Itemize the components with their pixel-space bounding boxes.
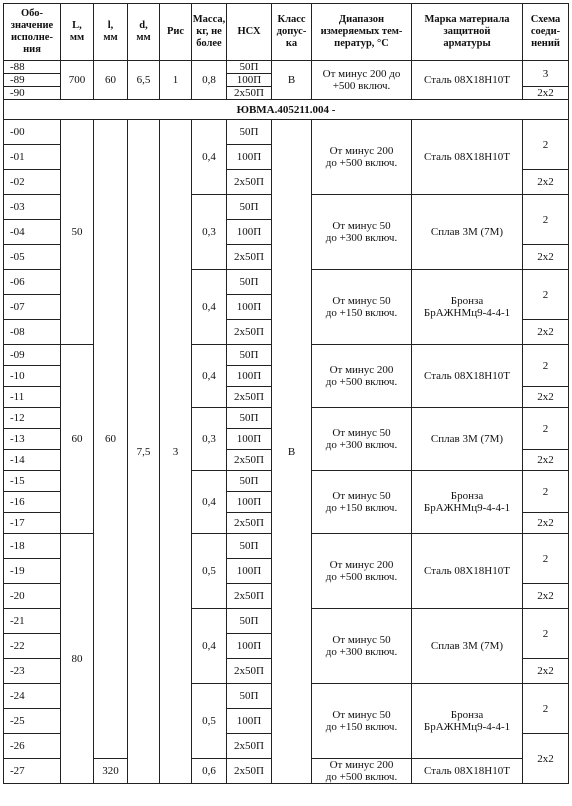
table-row — [4, 120, 569, 145]
d-cell: 6,5 — [128, 61, 160, 100]
code-cell: -04 — [4, 220, 61, 245]
col-header-accuracy-class: Класс допус- ка — [272, 4, 312, 61]
code-cell: -18 — [4, 534, 61, 559]
code-cell: -06 — [4, 270, 61, 295]
L-cell: 50 — [61, 120, 94, 345]
accuracy-class-cell: В — [272, 61, 312, 100]
L-cell: 80 — [61, 534, 94, 784]
col-header-designation: Обо- значение исполне- ния — [4, 4, 61, 61]
scheme-cell: 2x2 — [523, 659, 569, 684]
nsh-cell: 2x50П — [227, 450, 272, 471]
temp-range-cell: От минус 200 до +500 включ. — [312, 759, 412, 784]
scheme-cell: 2 — [523, 684, 569, 734]
code-cell: -21 — [4, 609, 61, 634]
material-cell: Сталь 08Х18Н10Т — [412, 61, 523, 100]
nsh-cell: 50П — [227, 345, 272, 366]
scheme-cell: 2x2 — [523, 387, 569, 408]
l-cell: 320 — [94, 759, 128, 784]
code-cell: -20 — [4, 584, 61, 609]
code-cell: -22 — [4, 634, 61, 659]
scheme-cell: 2x2 — [523, 450, 569, 471]
mass-cell: 0,4 — [192, 120, 227, 195]
col-header-mass: Масса, кг, не более — [192, 4, 227, 61]
temp-range-cell: От минус 200 до +500 включ. — [312, 345, 412, 408]
scheme-cell: 2x2 — [523, 320, 569, 345]
material-cell: Сплав 3М (7М) — [412, 195, 523, 270]
code-cell: -07 — [4, 295, 61, 320]
scheme-cell: 2 — [523, 345, 569, 387]
nsh-cell: 100П — [227, 709, 272, 734]
code-cell: -89 — [4, 74, 61, 87]
spec-table-container — [3, 3, 569, 784]
mass-cell: 0,3 — [192, 408, 227, 471]
nsh-cell: 2x50П — [227, 245, 272, 270]
mass-cell: 0,4 — [192, 345, 227, 408]
material-cell: Бронза БрАЖНМц9-4-4-1 — [412, 471, 523, 534]
temp-range-cell: От минус 50 до +300 включ. — [312, 609, 412, 684]
nsh-cell: 100П — [227, 559, 272, 584]
code-cell: -17 — [4, 513, 61, 534]
accuracy-class-cell: В — [272, 120, 312, 784]
nsh-cell: 100П — [227, 429, 272, 450]
temp-range-cell: От минус 50 до +150 включ. — [312, 270, 412, 345]
code-cell: -25 — [4, 709, 61, 734]
code-cell: -02 — [4, 170, 61, 195]
code-cell: -24 — [4, 684, 61, 709]
code-cell: -23 — [4, 659, 61, 684]
col-header-L: L, мм — [61, 4, 94, 61]
code-cell: -08 — [4, 320, 61, 345]
nsh-cell: 100П — [227, 295, 272, 320]
nsh-cell: 100П — [227, 366, 272, 387]
scheme-cell: 2x2 — [523, 513, 569, 534]
scheme-cell: 2 — [523, 408, 569, 450]
L-cell: 60 — [61, 345, 94, 534]
scheme-cell: 2x2 — [523, 734, 569, 784]
mass-cell: 0,4 — [192, 471, 227, 534]
code-cell: -90 — [4, 87, 61, 100]
col-header-nsh: НСХ — [227, 4, 272, 61]
fig-cell: 1 — [160, 61, 192, 100]
nsh-cell: 2x50П — [227, 659, 272, 684]
nsh-cell: 50П — [227, 120, 272, 145]
scheme-cell: 2 — [523, 609, 569, 659]
col-header-temp-range: Диапазон измеряемых тем- ператур, °С — [312, 4, 412, 61]
code-cell: -00 — [4, 120, 61, 145]
scheme-cell: 2x2 — [523, 584, 569, 609]
temp-range-cell: От минус 50 до +150 включ. — [312, 471, 412, 534]
nsh-cell: 100П — [227, 145, 272, 170]
material-cell: Сталь 08Х18Н10Т — [412, 120, 523, 195]
nsh-cell: 50П — [227, 609, 272, 634]
l-cell: 60 — [94, 61, 128, 100]
nsh-cell: 50П — [227, 534, 272, 559]
nsh-cell: 2x50П — [227, 170, 272, 195]
temp-range-cell: От минус 200 до +500 включ. — [312, 534, 412, 609]
nsh-cell: 100П — [227, 492, 272, 513]
spec-table — [3, 3, 569, 784]
nsh-cell: 2x50П — [227, 87, 272, 100]
code-cell: -15 — [4, 471, 61, 492]
material-cell: Сталь 08Х18Н10Т — [412, 345, 523, 408]
nsh-cell: 2x50П — [227, 759, 272, 784]
col-header-d: d, мм — [128, 4, 160, 61]
nsh-cell: 50П — [227, 195, 272, 220]
material-cell: Сталь 08Х18Н10Т — [412, 759, 523, 784]
group-title: ЮВМА.405211.004 - — [4, 100, 569, 120]
material-cell: Сталь 08Х18Н10Т — [412, 534, 523, 609]
nsh-cell: 50П — [227, 408, 272, 429]
scheme-cell: 2x2 — [523, 87, 569, 100]
code-cell: -16 — [4, 492, 61, 513]
temp-range-cell: От минус 200 до +500 включ. — [312, 120, 412, 195]
col-header-material: Марка материала защитной арматуры — [412, 4, 523, 61]
code-cell: -11 — [4, 387, 61, 408]
fig-cell: 3 — [160, 120, 192, 784]
temp-range-cell: От минус 50 до +300 включ. — [312, 408, 412, 471]
nsh-cell: 50П — [227, 471, 272, 492]
code-cell: -09 — [4, 345, 61, 366]
code-cell: -88 — [4, 61, 61, 74]
temp-range-cell: От минус 50 до +150 включ. — [312, 684, 412, 759]
table-row — [4, 61, 569, 74]
scheme-cell: 2 — [523, 270, 569, 320]
scheme-cell: 2x2 — [523, 170, 569, 195]
material-cell: Бронза БрАЖНМц9-4-4-1 — [412, 270, 523, 345]
col-header-scheme: Схема соеди- нений — [523, 4, 569, 61]
nsh-cell: 2x50П — [227, 387, 272, 408]
group-title-row — [4, 100, 569, 120]
material-cell: Сплав 3М (7М) — [412, 408, 523, 471]
code-cell: -05 — [4, 245, 61, 270]
code-cell: -26 — [4, 734, 61, 759]
L-cell: 700 — [61, 61, 94, 100]
code-cell: -01 — [4, 145, 61, 170]
material-cell: Бронза БрАЖНМц9-4-4-1 — [412, 684, 523, 759]
nsh-cell: 2x50П — [227, 734, 272, 759]
nsh-cell: 100П — [227, 634, 272, 659]
nsh-cell: 50П — [227, 684, 272, 709]
scheme-cell: 2 — [523, 120, 569, 170]
nsh-cell: 2x50П — [227, 513, 272, 534]
mass-cell: 0,4 — [192, 270, 227, 345]
nsh-cell: 2x50П — [227, 320, 272, 345]
material-cell: Сплав 3М (7М) — [412, 609, 523, 684]
col-header-l: l, мм — [94, 4, 128, 61]
scheme-cell: 2x2 — [523, 245, 569, 270]
d-cell: 7,5 — [128, 120, 160, 784]
mass-cell: 0,8 — [192, 61, 227, 100]
nsh-cell: 50П — [227, 61, 272, 74]
scheme-cell: 2 — [523, 471, 569, 513]
temp-range-cell: От минус 50 до +300 включ. — [312, 195, 412, 270]
l-cell: 60 — [94, 120, 128, 759]
temp-range-cell: От минус 200 до +500 включ. — [312, 61, 412, 100]
scheme-cell: 2 — [523, 195, 569, 245]
nsh-cell: 100П — [227, 74, 272, 87]
mass-cell: 0,3 — [192, 195, 227, 270]
mass-cell: 0,6 — [192, 759, 227, 784]
mass-cell: 0,4 — [192, 609, 227, 684]
header-row — [4, 4, 569, 61]
code-cell: -12 — [4, 408, 61, 429]
code-cell: -03 — [4, 195, 61, 220]
scheme-cell: 2 — [523, 534, 569, 584]
col-header-fig: Рис — [160, 4, 192, 61]
mass-cell: 0,5 — [192, 684, 227, 759]
code-cell: -14 — [4, 450, 61, 471]
code-cell: -10 — [4, 366, 61, 387]
mass-cell: 0,5 — [192, 534, 227, 609]
nsh-cell: 50П — [227, 270, 272, 295]
scheme-cell: 3 — [523, 61, 569, 87]
nsh-cell: 100П — [227, 220, 272, 245]
code-cell: -27 — [4, 759, 61, 784]
nsh-cell: 2x50П — [227, 584, 272, 609]
code-cell: -13 — [4, 429, 61, 450]
code-cell: -19 — [4, 559, 61, 584]
